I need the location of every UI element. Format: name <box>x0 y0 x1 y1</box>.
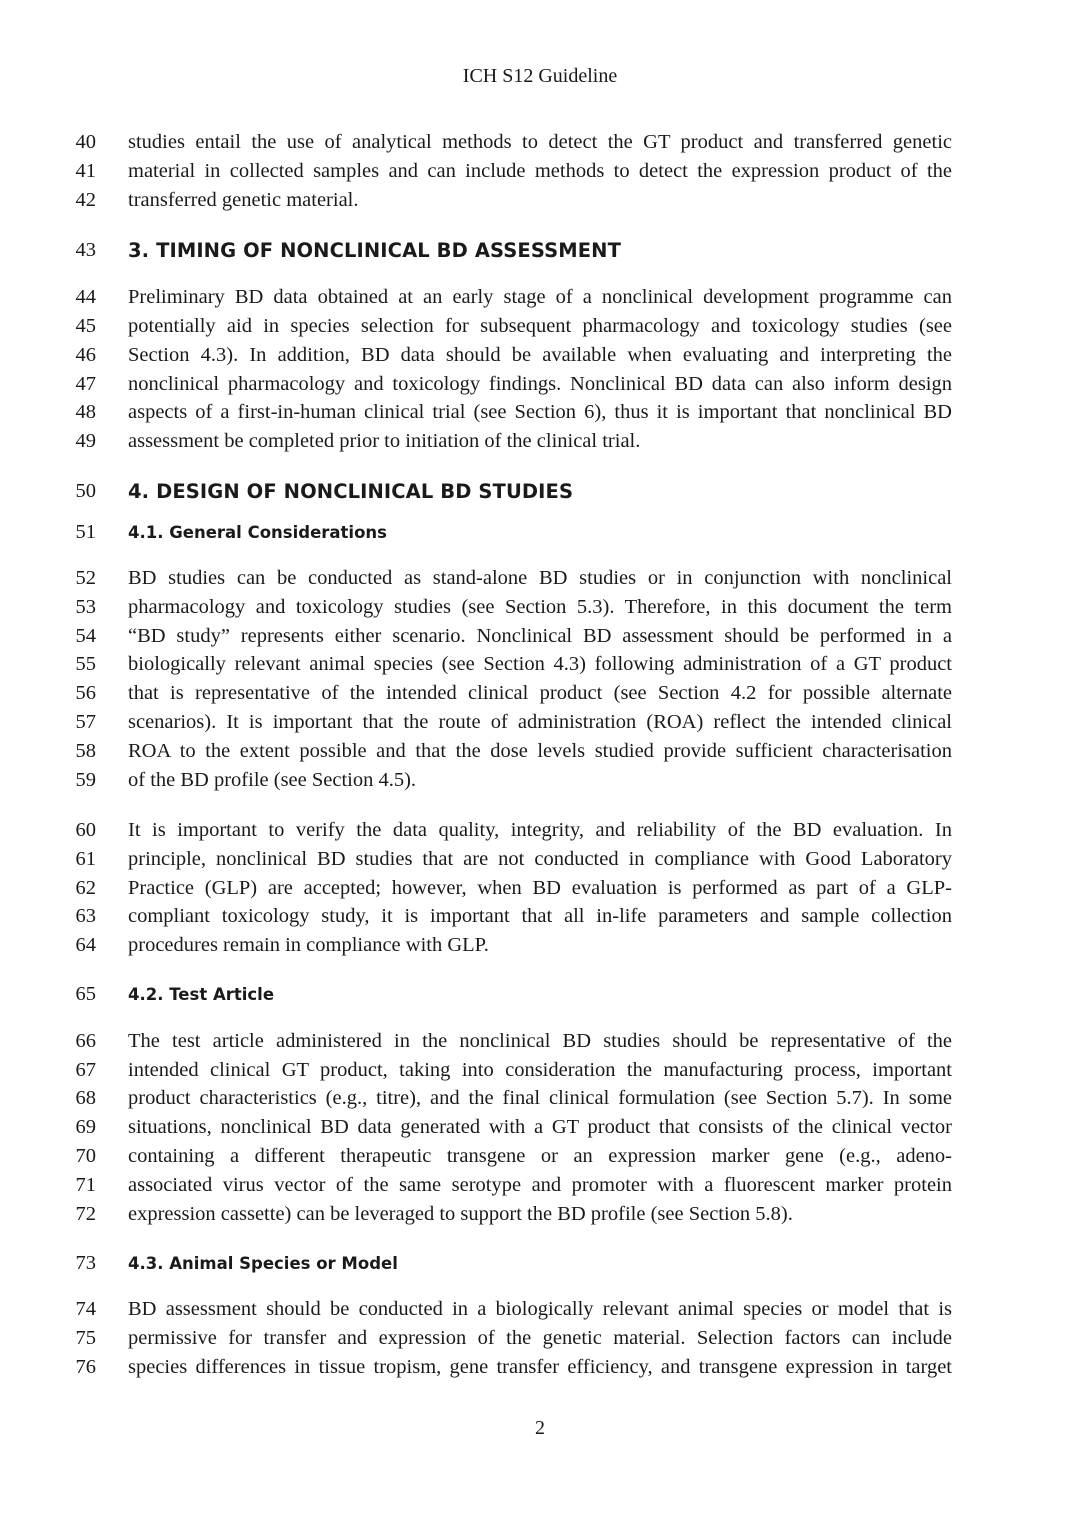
paragraph-line: It is important to verify the data quality, integrity, and reliability of the BD evaluation. In <box>128 819 952 841</box>
line-number: 40 <box>75 131 96 153</box>
text-line <box>0 931 1080 960</box>
paragraph-line: associated virus vector of the same serotype and promoter with a fluorescent marker protein <box>128 1174 952 1196</box>
line-number: 55 <box>75 653 96 675</box>
paragraph-line: “BD study” represents either scenario. Nonclinical BD assessment should be performed in a <box>128 625 952 647</box>
paragraph-line: Preliminary BD data obtained at an early stage of a nonclinical development programme can <box>128 286 952 308</box>
line-number: 67 <box>75 1059 96 1081</box>
paragraph-line: BD assessment should be conducted in a biologically relevant animal species or model that is <box>128 1298 952 1320</box>
line-number: 50 <box>75 480 96 502</box>
line-number: 75 <box>75 1327 96 1349</box>
paragraph-line: principle, nonclinical BD studies that are not conducted in compliance with Good Laboratory <box>128 848 952 870</box>
paragraph-line: species differences in tissue tropism, gene transfer efficiency, and transgene expression in target <box>128 1356 952 1378</box>
line-number: 44 <box>75 286 96 308</box>
paragraph-line: aspects of a first-in-human clinical trial (see Section 6), thus it is important that nonclinical BD <box>128 401 952 423</box>
paragraph-line: material in collected samples and can include methods to detect the expression product of the <box>128 160 952 182</box>
line-number: 48 <box>75 401 96 423</box>
paragraph-line: Practice (GLP) are accepted; however, when BD evaluation is performed as part of a GLP- <box>128 877 952 899</box>
paragraph-line: permissive for transfer and expression of the genetic material. Selection factors can include <box>128 1327 952 1349</box>
text-line <box>0 398 1080 427</box>
line-number: 66 <box>75 1030 96 1052</box>
text-line <box>0 1171 1080 1200</box>
text-line <box>0 845 1080 874</box>
line-number: 42 <box>75 189 96 211</box>
text-line <box>0 186 1080 215</box>
text-line <box>0 1027 1080 1056</box>
line-number: 56 <box>75 682 96 704</box>
paragraph-line: procedures remain in compliance with GLP. <box>128 934 489 956</box>
text-line <box>0 1084 1080 1113</box>
text-line <box>0 518 1080 547</box>
text-line <box>0 312 1080 341</box>
line-number: 47 <box>75 373 96 395</box>
paragraph-line: pharmacology and toxicology studies (see Section 5.3). Therefore, in this document the term <box>128 596 952 618</box>
line-number: 46 <box>75 344 96 366</box>
subsection-heading: 4.1. General Considerations <box>128 523 387 542</box>
subsection-heading: 4.2. Test Article <box>128 985 275 1004</box>
text-line <box>0 1353 1080 1382</box>
section-heading: 3. TIMING OF NONCLINICAL BD ASSESSMENT <box>128 239 622 262</box>
text-line <box>0 874 1080 903</box>
paragraph-line: transferred genetic material. <box>128 189 359 211</box>
line-number: 41 <box>75 160 96 182</box>
text-line <box>0 283 1080 312</box>
text-line <box>0 679 1080 708</box>
text-line <box>0 157 1080 186</box>
line-number: 52 <box>75 567 96 589</box>
paragraph-line: intended clinical GT product, taking into consideration the manufacturing process, important <box>128 1059 952 1081</box>
text-line <box>0 816 1080 845</box>
paragraph-line: Section 4.3). In addition, BD data should be available when evaluating and interpreting the <box>128 344 952 366</box>
paragraph-line: scenarios). It is important that the route of administration (ROA) reflect the intended clinical <box>128 711 952 733</box>
line-number: 63 <box>75 905 96 927</box>
text-line <box>0 477 1080 506</box>
line-number: 59 <box>75 769 96 791</box>
text-line <box>0 427 1080 456</box>
text-line <box>0 708 1080 737</box>
text-line <box>0 236 1080 265</box>
line-number: 57 <box>75 711 96 733</box>
text-line <box>0 128 1080 157</box>
paragraph-line: nonclinical pharmacology and toxicology findings. Nonclinical BD data can also inform design <box>128 373 952 395</box>
paragraph-line: biologically relevant animal species (see Section 4.3) following administration of a GT product <box>128 653 952 675</box>
text-line <box>0 564 1080 593</box>
text-line <box>0 1249 1080 1278</box>
paragraph-line: ROA to the extent possible and that the dose levels studied provide sufficient characterisation <box>128 740 952 762</box>
paragraph-line: containing a different therapeutic transgene or an expression marker gene (e.g., adeno- <box>128 1145 952 1167</box>
line-number: 61 <box>75 848 96 870</box>
line-number: 51 <box>75 521 96 543</box>
text-line <box>0 980 1080 1009</box>
line-number: 69 <box>75 1116 96 1138</box>
paragraph-line: assessment be completed prior to initiation of the clinical trial. <box>128 430 641 452</box>
section-heading: 4. DESIGN OF NONCLINICAL BD STUDIES <box>128 480 574 503</box>
line-number: 60 <box>75 819 96 841</box>
line-number: 49 <box>75 430 96 452</box>
line-number: 76 <box>75 1356 96 1378</box>
text-line <box>0 593 1080 622</box>
paragraph-line: situations, nonclinical BD data generated with a GT product that consists of the clinical vector <box>128 1116 952 1138</box>
paragraph-line: BD studies can be conducted as stand-alone BD studies or in conjunction with nonclinical <box>128 567 952 589</box>
text-line <box>0 1142 1080 1171</box>
paragraph-line: The test article administered in the nonclinical BD studies should be representative of the <box>128 1030 952 1052</box>
text-line <box>0 341 1080 370</box>
paragraph-line: product characteristics (e.g., titre), and the final clinical formulation (see Section 5.7). In some <box>128 1087 952 1109</box>
text-line <box>0 650 1080 679</box>
paragraph-line: that is representative of the intended clinical product (see Section 4.2 for possible alternate <box>128 682 952 704</box>
running-header: ICH S12 Guideline <box>462 65 618 87</box>
paragraph-line: studies entail the use of analytical methods to detect the GT product and transferred genetic <box>128 131 952 153</box>
text-line <box>0 737 1080 766</box>
paragraph-line: of the BD profile (see Section 4.5). <box>128 769 417 791</box>
paragraph-line: expression cassette) can be leveraged to support the BD profile (see Section 5.8). <box>128 1203 793 1225</box>
text-line <box>0 766 1080 795</box>
page-number: 2 <box>535 1417 545 1439</box>
line-number: 73 <box>75 1252 96 1274</box>
line-number: 64 <box>75 934 96 956</box>
text-line <box>0 1113 1080 1142</box>
line-number: 53 <box>75 596 96 618</box>
line-number: 54 <box>75 625 96 647</box>
line-number: 62 <box>75 877 96 899</box>
text-line <box>0 902 1080 931</box>
line-number: 74 <box>75 1298 96 1320</box>
text-line <box>0 1324 1080 1353</box>
line-number: 71 <box>75 1174 96 1196</box>
paragraph-line: potentially aid in species selection for subsequent pharmacology and toxicology studies (see <box>128 315 952 337</box>
line-number: 72 <box>75 1203 96 1225</box>
subsection-heading: 4.3. Animal Species or Model <box>128 1254 398 1273</box>
line-number: 43 <box>75 239 96 261</box>
line-number: 58 <box>75 740 96 762</box>
text-line <box>0 1200 1080 1229</box>
text-line <box>0 370 1080 399</box>
text-line <box>0 1056 1080 1085</box>
line-number: 70 <box>75 1145 96 1167</box>
text-line <box>0 1295 1080 1324</box>
line-number: 68 <box>75 1087 96 1109</box>
paragraph-line: compliant toxicology study, it is important that all in-life parameters and sample collection <box>128 905 952 927</box>
line-number: 45 <box>75 315 96 337</box>
line-number: 65 <box>75 983 96 1005</box>
text-line <box>0 622 1080 651</box>
